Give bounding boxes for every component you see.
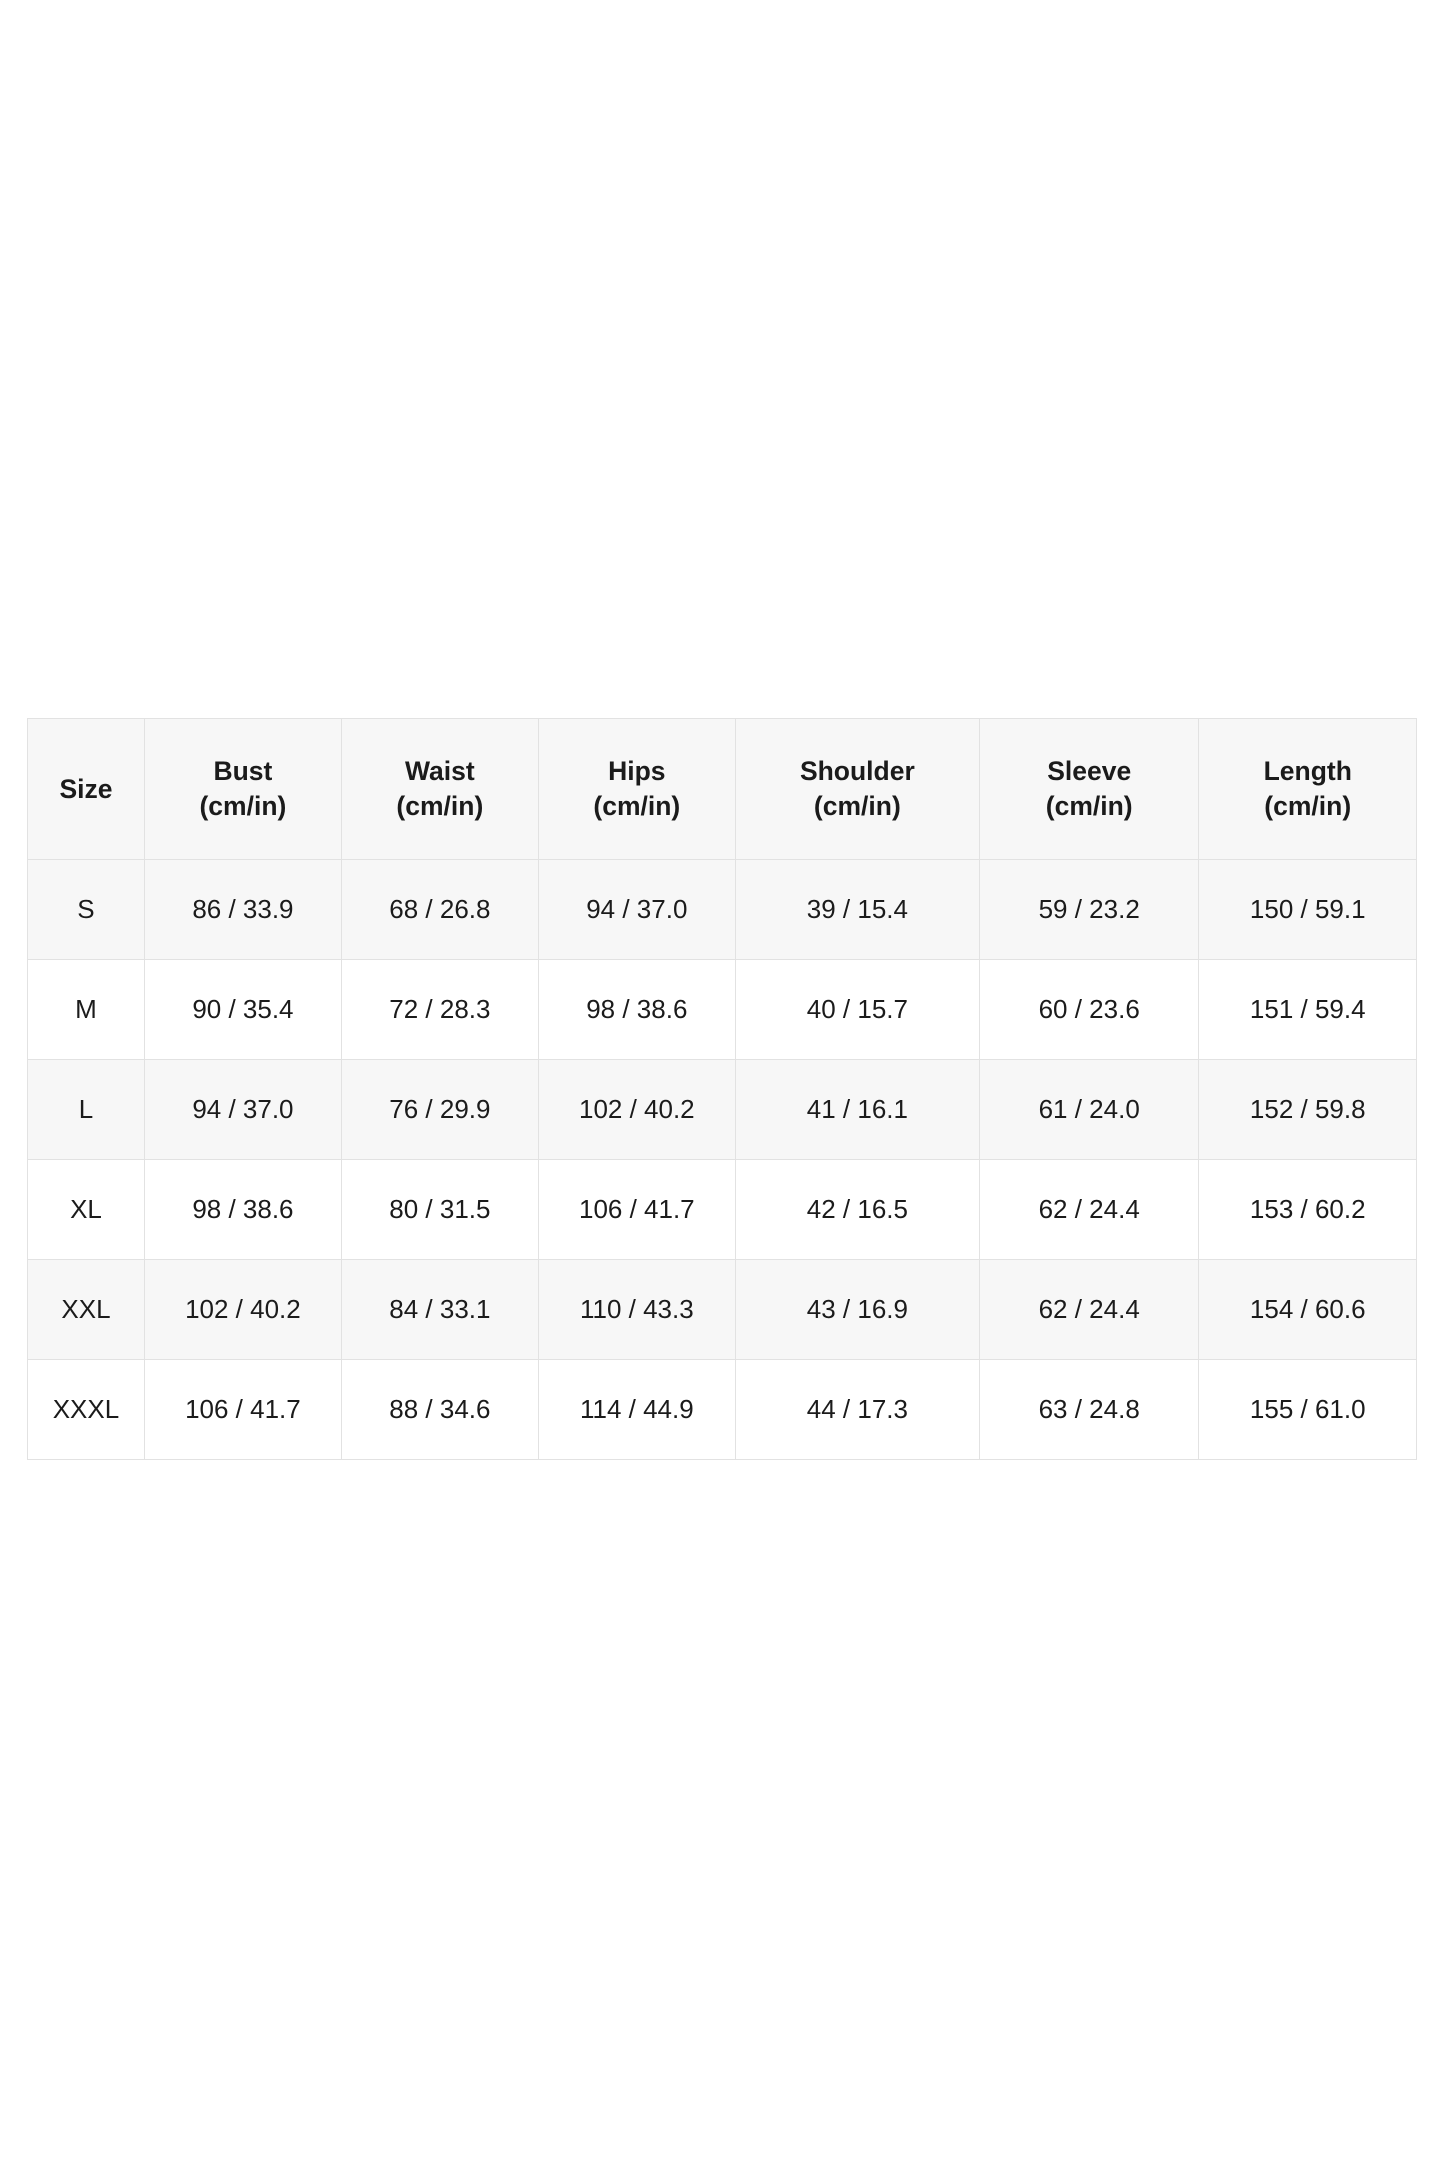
- column-header-waist: [341, 719, 538, 860]
- column-header-length: [1199, 719, 1417, 860]
- cell-sleeve: 62 / 24.4: [979, 1260, 1199, 1360]
- table-row: [28, 1360, 1417, 1460]
- cell-size: S: [28, 860, 145, 960]
- cell-waist: 72 / 28.3: [341, 960, 538, 1060]
- cell-hips: 106 / 41.7: [538, 1160, 735, 1260]
- cell-shoulder: 44 / 17.3: [735, 1360, 979, 1460]
- cell-length: 151 / 59.4: [1199, 960, 1417, 1060]
- column-header-label: Length: [1263, 756, 1352, 787]
- column-header-unit: (cm/in): [1264, 791, 1352, 821]
- cell-shoulder: 39 / 15.4: [735, 860, 979, 960]
- cell-bust: 90 / 35.4: [144, 960, 341, 1060]
- cell-size: M: [28, 960, 145, 1060]
- table-row: [28, 1060, 1417, 1160]
- column-header-label: Bust: [213, 756, 273, 787]
- column-header-unit: (cm/in): [593, 791, 681, 821]
- cell-size: XXL: [28, 1260, 145, 1360]
- cell-length: 152 / 59.8: [1199, 1060, 1417, 1160]
- cell-hips: 102 / 40.2: [538, 1060, 735, 1160]
- column-header-unit: (cm/in): [813, 791, 901, 821]
- column-header-unit: (cm/in): [396, 791, 484, 821]
- column-header-label: Sleeve: [1047, 756, 1132, 787]
- cell-bust: 106 / 41.7: [144, 1360, 341, 1460]
- cell-shoulder: 41 / 16.1: [735, 1060, 979, 1160]
- cell-bust: 98 / 38.6: [144, 1160, 341, 1260]
- cell-hips: 110 / 43.3: [538, 1260, 735, 1360]
- table-header-row: [28, 719, 1417, 860]
- cell-size: XXXL: [28, 1360, 145, 1460]
- cell-sleeve: 63 / 24.8: [979, 1360, 1199, 1460]
- cell-length: 155 / 61.0: [1199, 1360, 1417, 1460]
- cell-length: 153 / 60.2: [1199, 1160, 1417, 1260]
- cell-waist: 88 / 34.6: [341, 1360, 538, 1460]
- column-header-label: Size: [59, 773, 113, 804]
- table-row: [28, 1160, 1417, 1260]
- column-header-unit: (cm/in): [199, 791, 287, 821]
- column-header-size: [28, 719, 145, 860]
- column-header-label: Hips: [608, 756, 666, 787]
- column-header-shoulder: [735, 719, 979, 860]
- cell-length: 154 / 60.6: [1199, 1260, 1417, 1360]
- cell-size: XL: [28, 1160, 145, 1260]
- size-chart-container: [27, 718, 1417, 1460]
- cell-sleeve: 60 / 23.6: [979, 960, 1199, 1060]
- cell-hips: 114 / 44.9: [538, 1360, 735, 1460]
- table-row: [28, 1260, 1417, 1360]
- cell-waist: 80 / 31.5: [341, 1160, 538, 1260]
- size-chart-table: [27, 718, 1417, 1460]
- cell-shoulder: 43 / 16.9: [735, 1260, 979, 1360]
- cell-waist: 84 / 33.1: [341, 1260, 538, 1360]
- cell-sleeve: 61 / 24.0: [979, 1060, 1199, 1160]
- cell-length: 150 / 59.1: [1199, 860, 1417, 960]
- cell-sleeve: 59 / 23.2: [979, 860, 1199, 960]
- cell-sleeve: 62 / 24.4: [979, 1160, 1199, 1260]
- cell-hips: 98 / 38.6: [538, 960, 735, 1060]
- cell-size: L: [28, 1060, 145, 1160]
- cell-bust: 94 / 37.0: [144, 1060, 341, 1160]
- cell-bust: 86 / 33.9: [144, 860, 341, 960]
- cell-waist: 76 / 29.9: [341, 1060, 538, 1160]
- column-header-label: Waist: [405, 756, 475, 787]
- column-header-bust: [144, 719, 341, 860]
- column-header-sleeve: [979, 719, 1199, 860]
- column-header-unit: (cm/in): [1045, 791, 1133, 821]
- column-header-hips: [538, 719, 735, 860]
- table-row: [28, 860, 1417, 960]
- cell-waist: 68 / 26.8: [341, 860, 538, 960]
- cell-shoulder: 42 / 16.5: [735, 1160, 979, 1260]
- cell-hips: 94 / 37.0: [538, 860, 735, 960]
- cell-shoulder: 40 / 15.7: [735, 960, 979, 1060]
- table-row: [28, 960, 1417, 1060]
- cell-bust: 102 / 40.2: [144, 1260, 341, 1360]
- column-header-label: Shoulder: [799, 756, 915, 787]
